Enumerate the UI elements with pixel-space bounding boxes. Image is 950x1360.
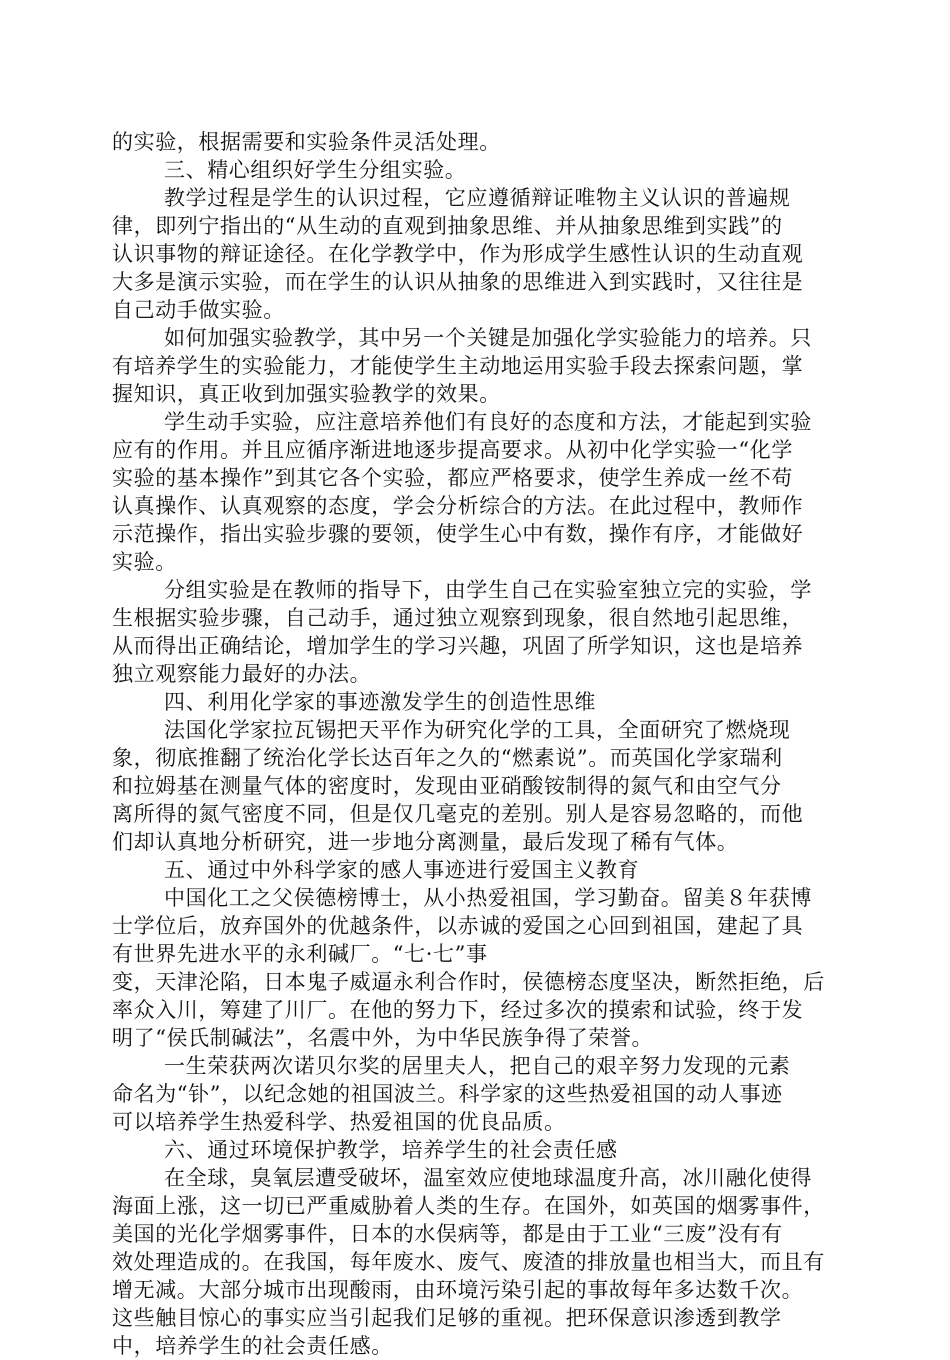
text-line: 增无减。大部分城市出现酸雨，由环境污染引起的事故每年多达数千次。 [112,1278,804,1302]
text-line: 效处理造成的。在我国，每年废水、废气、废渣的排放量也相当大，而且有 [112,1250,825,1274]
paragraph-first-line: 如何加强实验教学，其中另一个关键是加强化学实验能力的培养。只 [164,326,812,350]
paragraph-first-line: 中国化工之父侯德榜博士，从小热爱祖国，学习勤奋。留美８年获博 [164,886,812,910]
text-line: 离所得的氮气密度不同，但是仅几毫克的差别。别人是容易忽略的，而他 [112,802,804,826]
text-line: 明了“侯氏制碱法”，名震中外，为中华民族争得了荣誉。 [112,1026,654,1050]
text-line: 这些触目惊心的事实应当引起我们足够的重视。把环保意识渗透到教学 [112,1306,782,1330]
text-line: 美国的光化学烟雾事件，日本的水俣病等，都是由于工业“三废”没有有 [112,1222,783,1246]
text-line: 有世界先进水平的永利碱厂。“七·七”事 [112,942,488,966]
text-line: 变，天津沦陷，日本鬼子威逼永利合作时，侯德榜态度坚决，断然拒绝，后 [112,970,825,994]
text-line: 率众入川，筹建了川厂。在他的努力下，经过多次的摸索和试验，终于发 [112,998,804,1022]
text-line: 象，彻底推翻了统治化学长达百年之久的“燃素说”。而英国化学家瑞利 [112,746,783,770]
text-line: 命名为“钋”，以纪念她的祖国波兰。科学家的这些热爱祖国的动人事迹 [112,1082,783,1106]
text-line: 实验的基本操作”到其它各个实验，都应严格要求，使学生养成一丝不苟 [112,466,793,490]
section-heading: 五、通过中外科学家的感人事迹进行爱国主义教育 [164,858,640,882]
paragraph-first-line: 分组实验是在教师的指导下，由学生自己在实验室独立完的实验，学 [164,578,812,602]
text-line: 自己动手做实验。 [112,298,285,322]
text-line: 士学位后，放弃国外的优越条件，以赤诚的爱国之心回到祖国，建起了具 [112,914,804,938]
text-line: 有培养学生的实验能力，才能使学生主动地运用实验手段去探索问题，掌 [112,354,804,378]
text-line: 海面上涨，这一切已严重威胁着人类的生存。在国外，如英国的烟雾事件， [112,1194,825,1218]
paragraph-first-line: 一生荣获两次诺贝尔奖的居里夫人，把自己的艰辛努力发现的元素 [164,1054,791,1078]
text-line: 实验。 [112,550,177,574]
paragraph-first-line: 法国化学家拉瓦锡把天平作为研究化学的工具，全面研究了燃烧现 [164,718,791,742]
text-line: 从而得出正确结论，增加学生的学习兴趣，巩固了所学知识，这也是培养 [112,634,804,658]
text-line: 大多是演示实验，而在学生的认识从抽象的思维进入到实践时，又往往是 [112,270,804,294]
text-line: 中，培养学生的社会责任感。 [112,1334,393,1358]
text-line: 的实验，根据需要和实验条件灵活处理。 [112,130,501,154]
paragraph-first-line: 教学过程是学生的认识过程，它应遵循辩证唯物主义认识的普遍规 [164,186,791,210]
section-heading: 四、利用化学家的事迹激发学生的创造性思维 [164,690,596,714]
text-line: 独立观察能力最好的办法。 [112,662,372,686]
paragraph-first-line: 在全球，臭氧层遭受破坏，温室效应使地球温度升高，冰川融化使得 [164,1166,812,1190]
text-line: 认识事物的辩证途径。在化学教学中，作为形成学生感性认识的生动直观 [112,242,804,266]
text-line: 示范操作，指出实验步骤的要领，使学生心中有数，操作有序，才能做好 [112,522,804,546]
text-line: 律，即列宁指出的“从生动的直观到抽象思维、并从抽象思维到实践”的 [112,214,783,238]
text-line: 握知识，真正收到加强实验教学的效果。 [112,382,501,406]
section-heading: 六、通过环境保护教学，培养学生的社会责任感 [164,1138,618,1162]
text-line: 们却认真地分析研究，进一步地分离测量，最后发现了稀有气体。 [112,830,739,854]
text-line: 应有的作用。并且应循序渐进地逐步提高要求。从初中化学实验一“化学 [112,438,793,462]
text-line: 认真操作、认真观察的态度，学会分析综合的方法。在此过程中，教师作 [112,494,804,518]
text-line: 可以培养学生热爱科学、热爱祖国的优良品质。 [112,1110,566,1134]
paragraph-first-line: 学生动手实验，应注意培养他们有良好的态度和方法，才能起到实验 [164,410,812,434]
text-line: 和拉姆基在测量气体的密度时，发现由亚硝酸铵制得的氮气和由空气分 [112,774,782,798]
section-heading: 三、精心组织好学生分组实验。 [164,158,467,182]
text-line: 生根据实验步骤，自己动手，通过独立观察到现象，很自然地引起思维， [112,606,804,630]
